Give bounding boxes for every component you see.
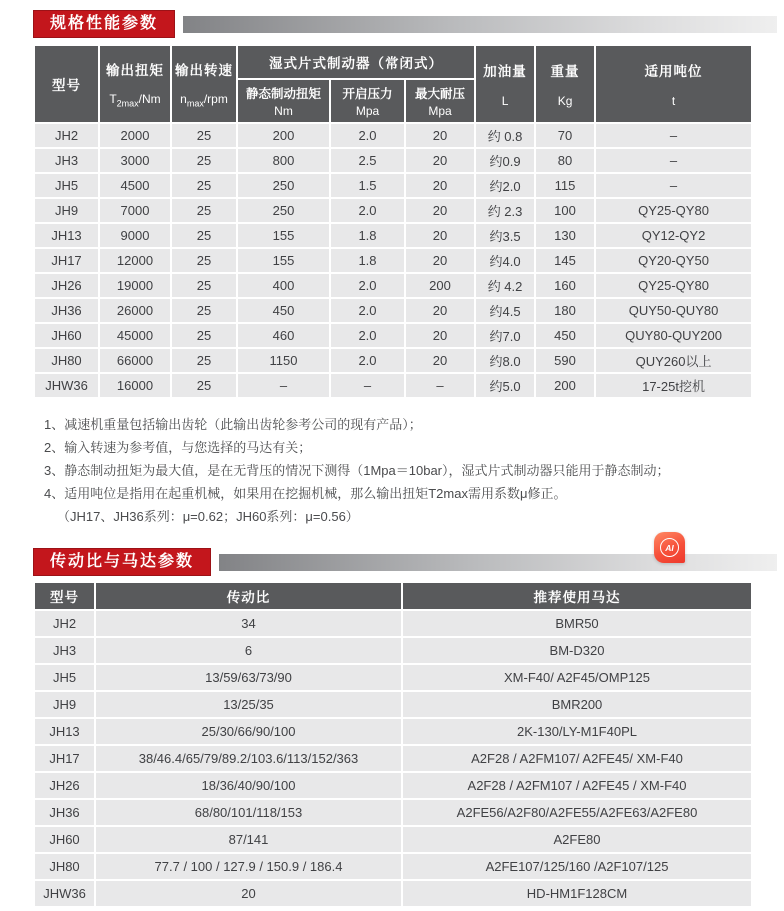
- table-cell: 250: [237, 173, 330, 198]
- table-cell: 66000: [99, 348, 171, 373]
- table-cell: JH26: [34, 772, 95, 799]
- ai-assistant-button[interactable]: [654, 532, 685, 563]
- table-row: [34, 799, 752, 826]
- table-cell: JH3: [34, 148, 99, 173]
- table-row: [34, 298, 752, 323]
- table-cell: 20: [405, 198, 475, 223]
- table-cell: 2.0: [330, 323, 405, 348]
- table-cell: QUY80-QUY200: [595, 323, 752, 348]
- table-cell: 25/30/66/90/100: [95, 718, 402, 745]
- table-cell: 约 2.3: [475, 198, 535, 223]
- note-line: 4、适用吨位是指用在起重机械，如果用在挖掘机械，那么输出扭矩T2max需用系数μ修正。: [44, 486, 567, 501]
- header-wet-brake-group: 湿式片式制动器（常闭式）: [237, 45, 475, 79]
- table-cell: 200: [405, 273, 475, 298]
- table-cell: JHW36: [34, 880, 95, 907]
- table-cell: 450: [237, 298, 330, 323]
- table-cell: 1150: [237, 348, 330, 373]
- table-cell: 12000: [99, 248, 171, 273]
- table-cell: 20: [405, 323, 475, 348]
- table-cell: BM-D320: [402, 637, 752, 664]
- table-cell: BMR50: [402, 610, 752, 637]
- table-cell: 25: [171, 223, 237, 248]
- header-transmission-ratio: 传动比: [95, 582, 402, 610]
- table-cell: 115: [535, 173, 595, 198]
- table-cell: 约 0.8: [475, 123, 535, 148]
- table-cell: JH2: [34, 610, 95, 637]
- table-cell: 20: [405, 248, 475, 273]
- table-cell: QY25-QY80: [595, 198, 752, 223]
- table-cell: 9000: [99, 223, 171, 248]
- table-cell: JH5: [34, 664, 95, 691]
- note-line-continuation: （JH17、JH36系列：μ=0.62；JH60系列：μ=0.56）: [57, 509, 359, 524]
- table-cell: –: [595, 148, 752, 173]
- table-cell: 1.5: [330, 173, 405, 198]
- table-row: [34, 745, 752, 772]
- table-row: [34, 173, 752, 198]
- table-cell: 约5.0: [475, 373, 535, 398]
- ratio-table-header: [34, 582, 752, 610]
- table-cell: 25: [171, 348, 237, 373]
- table-row: [34, 198, 752, 223]
- table-cell: 20: [405, 298, 475, 323]
- speed-unit: $n_{max}$/rpm: [180, 92, 228, 109]
- table-row: [34, 772, 752, 799]
- table-cell: –: [405, 373, 475, 398]
- table-cell: 590: [535, 348, 595, 373]
- table-cell: 25: [171, 273, 237, 298]
- table-cell: QY12-QY2: [595, 223, 752, 248]
- table-row: [34, 718, 752, 745]
- table-cell: JH9: [34, 198, 99, 223]
- table-cell: JH17: [34, 248, 99, 273]
- section-2-gradient-bar: [219, 554, 777, 571]
- table-row: [34, 853, 752, 880]
- table-cell: 约2.0: [475, 173, 535, 198]
- table-cell: JH9: [34, 691, 95, 718]
- table-cell: 25: [171, 298, 237, 323]
- table-cell: 约4.0: [475, 248, 535, 273]
- table-cell: QY25-QY80: [595, 273, 752, 298]
- table-cell: 180: [535, 298, 595, 323]
- table-cell: –: [595, 123, 752, 148]
- header-output-speed: 输出转速 $n_{max}$/rpm: [171, 45, 237, 123]
- footnotes: [44, 413, 784, 528]
- table-cell: 约0.9: [475, 148, 535, 173]
- table-cell: QY20-QY50: [595, 248, 752, 273]
- ai-icon: AI: [660, 538, 679, 557]
- table-cell: 45000: [99, 323, 171, 348]
- table-cell: 1.8: [330, 248, 405, 273]
- table-cell: 7000: [99, 198, 171, 223]
- note-line: 1、减速机重量包括输出齿轮（此输出齿轮参考公司的现有产品）；: [44, 417, 422, 432]
- header-static-brake-torque: 静态制动扭矩 Nm: [237, 79, 330, 123]
- table-cell: 155: [237, 223, 330, 248]
- spec-table-body: [34, 123, 752, 398]
- table-cell: 2.0: [330, 348, 405, 373]
- table-cell: JH17: [34, 745, 95, 772]
- table-cell: JH13: [34, 718, 95, 745]
- table-cell: 450: [535, 323, 595, 348]
- table-cell: JH13: [34, 223, 99, 248]
- table-cell: JH60: [34, 323, 99, 348]
- header-model: 型号: [34, 582, 95, 610]
- table-cell: 20: [405, 123, 475, 148]
- table-cell: 17-25t挖机: [595, 373, 752, 398]
- table-cell: A2F28 / A2FM107/ A2FE45/ XM-F40: [402, 745, 752, 772]
- table-cell: 25: [171, 198, 237, 223]
- table-cell: JH36: [34, 799, 95, 826]
- table-cell: 25: [171, 148, 237, 173]
- table-row: [34, 323, 752, 348]
- table-cell: A2FE107/125/160 /A2F107/125: [402, 853, 752, 880]
- table-cell: 1.8: [330, 223, 405, 248]
- table-cell: 约3.5: [475, 223, 535, 248]
- table-row: [34, 248, 752, 273]
- table-cell: 68/80/101/118/153: [95, 799, 402, 826]
- table-cell: –: [237, 373, 330, 398]
- table-cell: QUY50-QUY80: [595, 298, 752, 323]
- note-line: 2、输入转速为参考值，与您选择的马达有关；: [44, 440, 312, 455]
- table-row: [34, 348, 752, 373]
- table-cell: 2.0: [330, 273, 405, 298]
- table-cell: 20: [405, 348, 475, 373]
- table-cell: 25: [171, 123, 237, 148]
- table-cell: 155: [237, 248, 330, 273]
- spec-table-header: [34, 45, 752, 123]
- table-row: [34, 373, 752, 398]
- table-cell: 2.0: [330, 123, 405, 148]
- table-cell: 460: [237, 323, 330, 348]
- table-cell: QUY260以上: [595, 348, 752, 373]
- table-row: [34, 880, 752, 907]
- table-cell: 3000: [99, 148, 171, 173]
- table-row: [34, 123, 752, 148]
- table-cell: 200: [535, 373, 595, 398]
- table-cell: 2.5: [330, 148, 405, 173]
- table-cell: 130: [535, 223, 595, 248]
- table-cell: 25: [171, 373, 237, 398]
- header-recommended-motor: 推荐使用马达: [402, 582, 752, 610]
- table-cell: 20: [405, 148, 475, 173]
- section-1-title-badge: 规格性能参数: [33, 10, 175, 38]
- note-line: 3、静态制动扭矩为最大值，是在无背压的情况下测得（1Mpa＝10bar），湿式片式制动器只能用于静态制动；: [44, 463, 670, 478]
- header-max-pressure: 最大耐压 Mpa: [405, 79, 475, 123]
- table-cell: JH36: [34, 298, 99, 323]
- table-cell: 4500: [99, 173, 171, 198]
- table-cell: 250: [237, 198, 330, 223]
- table-row: [34, 273, 752, 298]
- table-row: [34, 637, 752, 664]
- table-cell: 25: [171, 248, 237, 273]
- table-cell: A2FE56/A2F80/A2FE55/A2FE63/A2FE80: [402, 799, 752, 826]
- table-cell: JH80: [34, 853, 95, 880]
- table-cell: HD-HM1F128CM: [402, 880, 752, 907]
- table-cell: –: [595, 173, 752, 198]
- table-cell: 26000: [99, 298, 171, 323]
- table-cell: 约 4.2: [475, 273, 535, 298]
- table-row: [34, 691, 752, 718]
- table-cell: 约7.0: [475, 323, 535, 348]
- table-cell: JH80: [34, 348, 99, 373]
- table-cell: 77.7 / 100 / 127.9 / 150.9 / 186.4: [95, 853, 402, 880]
- section-1-header: [33, 0, 777, 38]
- table-row: [34, 148, 752, 173]
- table-cell: 70: [535, 123, 595, 148]
- table-row: [34, 826, 752, 853]
- table-cell: BMR200: [402, 691, 752, 718]
- section-1-gradient-bar: [183, 16, 777, 33]
- table-cell: –: [330, 373, 405, 398]
- header-opening-pressure: 开启压力 Mpa: [330, 79, 405, 123]
- table-cell: JH60: [34, 826, 95, 853]
- table-cell: 100: [535, 198, 595, 223]
- table-cell: 800: [237, 148, 330, 173]
- table-cell: 13/59/63/73/90: [95, 664, 402, 691]
- table-cell: 20: [405, 223, 475, 248]
- table-row: [34, 223, 752, 248]
- header-oil-quantity: 加油量 L: [475, 45, 535, 123]
- spec-performance-table: [33, 44, 753, 399]
- header-weight: 重量 Kg: [535, 45, 595, 123]
- table-row: [34, 610, 752, 637]
- table-cell: 160: [535, 273, 595, 298]
- table-cell: A2F28 / A2FM107 / A2FE45 / XM-F40: [402, 772, 752, 799]
- table-cell: 25: [171, 173, 237, 198]
- table-cell: JHW36: [34, 373, 99, 398]
- section-2-title-badge: 传动比与马达参数: [33, 548, 211, 576]
- table-cell: 145: [535, 248, 595, 273]
- header-applicable-tonnage: 适用吨位 t: [595, 45, 752, 123]
- table-cell: 200: [237, 123, 330, 148]
- table-cell: 400: [237, 273, 330, 298]
- table-cell: 20: [95, 880, 402, 907]
- table-cell: 20: [405, 173, 475, 198]
- table-cell: 19000: [99, 273, 171, 298]
- table-cell: JH5: [34, 173, 99, 198]
- table-cell: A2FE80: [402, 826, 752, 853]
- table-cell: 2000: [99, 123, 171, 148]
- table-cell: 25: [171, 323, 237, 348]
- table-cell: 18/36/40/90/100: [95, 772, 402, 799]
- table-cell: XM-F40/ A2F45/OMP125: [402, 664, 752, 691]
- table-cell: JH3: [34, 637, 95, 664]
- ratio-table-body: [34, 610, 752, 907]
- ratio-motor-table: [33, 581, 753, 908]
- table-cell: 2.0: [330, 298, 405, 323]
- table-cell: 16000: [99, 373, 171, 398]
- table-cell: 2.0: [330, 198, 405, 223]
- header-model: 型号: [34, 45, 99, 123]
- table-cell: 13/25/35: [95, 691, 402, 718]
- table-row: [34, 664, 752, 691]
- table-cell: 约8.0: [475, 348, 535, 373]
- table-cell: 约4.5: [475, 298, 535, 323]
- table-cell: 34: [95, 610, 402, 637]
- table-cell: 80: [535, 148, 595, 173]
- table-cell: 87/141: [95, 826, 402, 853]
- table-cell: 2K-130/LY-M1F40PL: [402, 718, 752, 745]
- table-cell: JH2: [34, 123, 99, 148]
- table-cell: 38/46.4/65/79/89.2/103.6/113/152/363: [95, 745, 402, 772]
- header-output-torque: 输出扭矩 $T_{2max}/Nm$: [99, 45, 171, 123]
- table-cell: JH26: [34, 273, 99, 298]
- torque-unit: $T_{2max}/Nm$: [109, 92, 161, 109]
- table-cell: 6: [95, 637, 402, 664]
